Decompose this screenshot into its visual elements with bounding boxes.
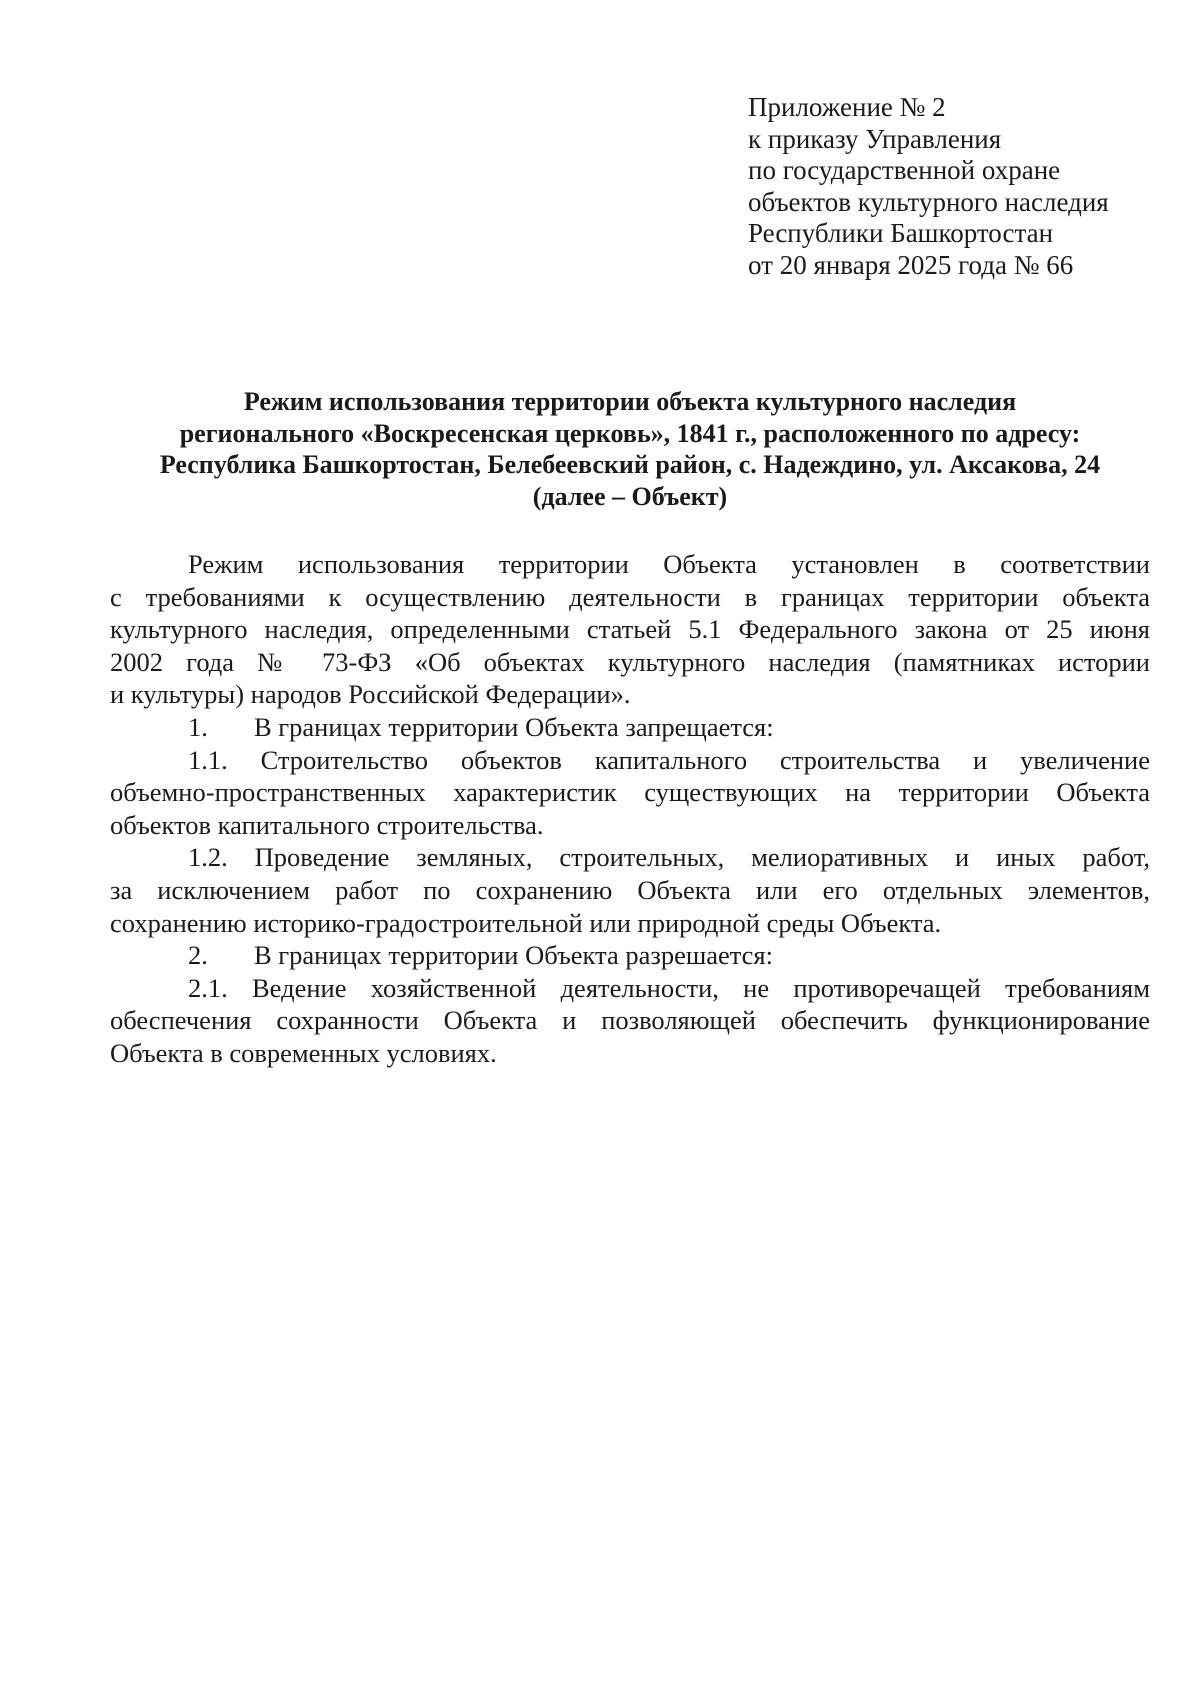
attachment-line: к приказу Управления — [748, 123, 1002, 154]
paragraph-line: 1.2. Проведение земляных, строительных, мелиоративных и иных работ, — [188, 842, 1150, 873]
document-title — [110, 386, 1150, 512]
paragraph-line: 2002 года № 73-ФЗ «Об объектах культурного наследия (памятниках истории — [110, 646, 1150, 677]
paragraph-line: Режим использования территории Объекта установлен в соответствии — [188, 549, 1150, 579]
list-item-2 — [110, 939, 1150, 972]
list-item-1-2 — [110, 841, 1150, 939]
title-line: регионального «Воскресенская церковь», 1841 г., расположенного по адресу: — [179, 418, 1081, 448]
attachment-line: объектов культурного наследия — [748, 186, 1109, 217]
item-number: 2. — [188, 940, 208, 971]
paragraph-line: обеспечения сохранности Объекта и позволяющей обеспечить функционирование — [110, 1005, 1150, 1036]
paragraph-line: объемно-пространственных характеристик существующих на территории Объекта — [110, 777, 1150, 808]
attachment-header — [748, 92, 1178, 281]
title-line: (далее – Объект) — [532, 481, 728, 511]
paragraph-line: Объекта в современных условиях. — [110, 1037, 497, 1068]
attachment-line: от 20 января 2025 года № 66 — [748, 249, 1074, 280]
paragraph-line: 2.1. Ведение хозяйственной деятельности, не противоречащей требованиям — [188, 972, 1150, 1003]
list-item-2-1 — [110, 972, 1150, 1070]
attachment-line: Приложение № 2 — [748, 92, 946, 122]
paragraph-line: с требованиями к осуществлению деятельности в границах территории объекта — [110, 581, 1150, 612]
paragraph-line: сохранению историко-градостроительной или природной среды Объекта. — [110, 907, 942, 938]
paragraph-line: и культуры) народов Российской Федерации». — [110, 679, 631, 710]
paragraph-line: объектов капитального строительства. — [110, 809, 544, 840]
item-number: 1. — [188, 711, 208, 742]
item-text: В границах территории Объекта разрешается: — [254, 940, 773, 971]
title-line: Республика Башкортостан, Белебеевский район, с. Надеждино, ул. Аксакова, 24 — [159, 450, 1101, 479]
paragraph-line: культурного наследия, определенными статьей 5.1 Федерального закона от 25 июня — [110, 614, 1150, 645]
attachment-line: по государственной охране — [748, 155, 1061, 185]
item-text: В границах территории Объекта запрещается: — [254, 711, 774, 742]
list-item-1 — [110, 711, 1150, 744]
list-item-1-1 — [110, 744, 1150, 842]
title-line: Режим использования территории объекта культурного наследия — [243, 387, 1017, 416]
document-body — [110, 548, 1150, 1070]
intro-paragraph — [110, 548, 1150, 711]
paragraph-line: 1.1. Строительство объектов капитального строительства и увеличение — [188, 744, 1150, 775]
paragraph-line: за исключением работ по сохранению Объекта или его отдельных элементов, — [110, 874, 1150, 905]
attachment-line: Республики Башкортостан — [748, 218, 1054, 248]
